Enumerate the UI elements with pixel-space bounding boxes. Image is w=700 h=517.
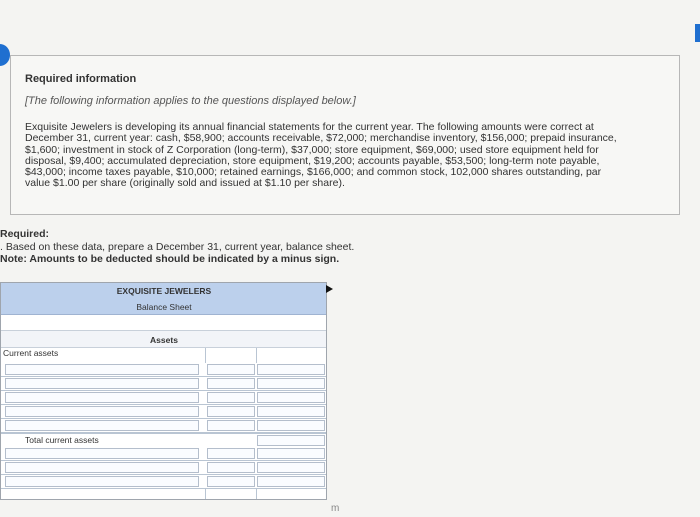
amount-input[interactable]	[207, 364, 255, 375]
account-input[interactable]	[5, 378, 199, 389]
balance-sheet	[0, 282, 327, 500]
required-label: Required:	[0, 228, 50, 240]
total-input[interactable]	[257, 378, 325, 389]
account-input[interactable]	[5, 406, 199, 417]
table-row	[1, 405, 326, 419]
total-input[interactable]	[257, 462, 325, 473]
table-row	[1, 391, 326, 405]
total-input[interactable]	[257, 448, 325, 459]
table-row	[1, 475, 326, 489]
assets-label: Assets	[150, 335, 178, 345]
table-row	[1, 447, 326, 461]
total-input[interactable]	[257, 392, 325, 403]
statement-title: Balance Sheet	[136, 302, 192, 312]
amount-input[interactable]	[207, 378, 255, 389]
table-row	[1, 363, 326, 377]
account-input[interactable]	[5, 364, 199, 375]
total-current-assets-row	[1, 433, 326, 447]
required-note: Note: Amounts to be deducted should be indicated by a minus sign.	[0, 253, 340, 265]
account-input[interactable]	[5, 462, 199, 473]
amount-input[interactable]	[207, 392, 255, 403]
left-edge-tab	[0, 44, 10, 66]
account-input[interactable]	[5, 476, 199, 487]
table-row	[1, 419, 326, 433]
required-information-title: Required information	[25, 73, 137, 85]
current-assets-row	[1, 348, 326, 363]
account-input[interactable]	[5, 420, 199, 431]
amount-input[interactable]	[207, 476, 255, 487]
amount-input[interactable]	[207, 448, 255, 459]
total-input[interactable]	[257, 420, 325, 431]
balance-sheet-header	[1, 283, 326, 315]
table-row	[1, 461, 326, 475]
total-current-assets-input[interactable]	[257, 435, 325, 446]
mouse-pointer-icon	[326, 285, 333, 293]
account-input[interactable]	[5, 392, 199, 403]
required-information-body: Exquisite Jewelers is developing its annual financial statements for the current year. The following amounts were correct at December 31, current year: cash, $58,900; accounts receivable, $72,000; merchandise inventory, $156,000; prepaid insurance, $1,600; investment in stock of Z Corporation (long-term), $37,000; store equipment, $69,000; used store equipment held for disposal, $9,400; accumulated depreciation, store equipment, $19,200; accounts payable, $53,500; long-term note payable, $43,000; income taxes payable, $10,000; retained earnings, $166,000; and common stock, 102,000 shares outstanding, par value $1.00 per share (originally sold and issued at $1.10 per share).	[25, 121, 617, 190]
table-row	[1, 377, 326, 391]
total-input[interactable]	[257, 476, 325, 487]
total-current-assets-label: Total current assets	[25, 435, 99, 445]
amount-input[interactable]	[207, 406, 255, 417]
current-assets-label: Current assets	[3, 348, 59, 358]
amount-input[interactable]	[207, 462, 255, 473]
total-input[interactable]	[257, 406, 325, 417]
assets-section-header	[1, 330, 326, 348]
total-input[interactable]	[257, 364, 325, 375]
bottom-glyph: m	[331, 503, 340, 514]
blank-row	[1, 315, 326, 330]
required-text: . Based on these data, prepare a December 31, current year, balance sheet.	[0, 241, 355, 253]
required-information-note: [The following information applies to the questions displayed below.]	[25, 95, 356, 107]
amount-input[interactable]	[207, 420, 255, 431]
right-edge-tab	[695, 24, 700, 42]
company-name: EXQUISITE JEWELERS	[116, 286, 212, 296]
account-input[interactable]	[5, 448, 199, 459]
required-information-panel	[10, 55, 680, 215]
